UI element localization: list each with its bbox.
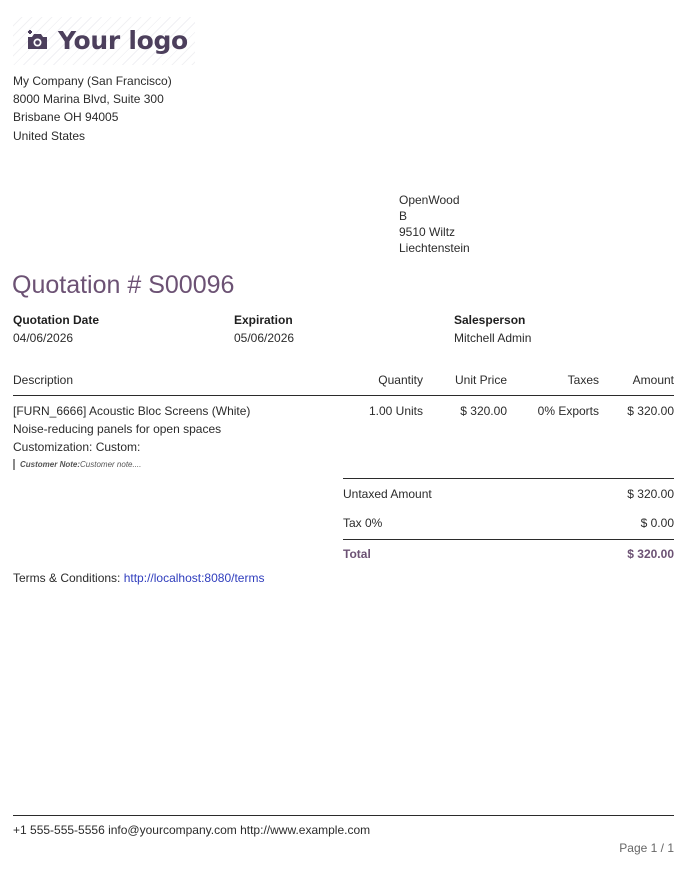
total-label: Total (343, 547, 371, 561)
note-quote-bar (13, 459, 15, 470)
company-name: My Company (San Francisco) (13, 74, 172, 88)
terms-label: Terms & Conditions: (13, 571, 121, 585)
totals-top-divider (343, 478, 674, 479)
line-unit-price: $ 320.00 (460, 404, 507, 418)
camera-plus-icon (26, 30, 49, 51)
terms-link[interactable]: http://localhost:8080/terms (123, 571, 265, 585)
line-description: Noise-reducing panels for open spaces (13, 422, 222, 436)
line-product: [FURN_6666] Acoustic Bloc Screens (White) (13, 404, 251, 418)
quotation-date-label: Quotation Date (13, 313, 99, 327)
untaxed-amount-value: $ 320.00 (627, 487, 674, 501)
page-number: Page 1 / 1 (619, 841, 674, 855)
company-logo (26, 26, 188, 55)
logo-text: Your logo (58, 26, 188, 55)
footer-divider (13, 815, 674, 816)
table-header-divider (13, 395, 674, 396)
company-country: United States (13, 128, 86, 143)
footer-contact: +1 555-555-5556 info@yourcompany.com http://www.example.com (13, 823, 371, 837)
terms-and-conditions (13, 571, 264, 585)
partner-city: 9510 Wiltz (399, 225, 456, 239)
line-amount: $ 320.00 (627, 404, 674, 418)
customer-note-text: Customer note.... (80, 460, 142, 469)
expiration-value: 05/06/2026 (234, 331, 295, 345)
total-divider (343, 539, 674, 540)
col-unit-price: Unit Price (454, 373, 507, 387)
total-value: $ 320.00 (627, 547, 674, 561)
line-customization: Customization: Custom: (13, 440, 141, 454)
partner-name: OpenWood (399, 193, 460, 207)
line-taxes: 0% Exports (537, 404, 599, 418)
company-address (13, 72, 172, 145)
document-title: Quotation # S00096 (12, 271, 235, 299)
untaxed-amount-label: Untaxed Amount (343, 487, 432, 501)
partner-line2: B (399, 209, 408, 223)
col-quantity: Quantity (378, 373, 423, 387)
partner-address (399, 192, 470, 256)
company-street: 8000 Marina Blvd, Suite 300 (13, 92, 164, 107)
tax-value: $ 0.00 (640, 516, 674, 530)
company-city: Brisbane OH 94005 (13, 110, 119, 125)
customer-note-label: Customer Note: (20, 460, 81, 469)
expiration-label: Expiration (234, 313, 293, 327)
quotation-date-value: 04/06/2026 (13, 331, 74, 345)
col-description: Description (13, 373, 74, 387)
salesperson-value: Mitchell Admin (454, 331, 532, 345)
col-taxes: Taxes (567, 373, 599, 387)
salesperson-label: Salesperson (454, 313, 526, 327)
line-quantity: 1.00 Units (368, 404, 423, 418)
customer-note (20, 460, 141, 469)
col-amount: Amount (632, 373, 674, 387)
partner-country: Liechtenstein (399, 241, 470, 255)
tax-label: Tax 0% (343, 516, 383, 530)
